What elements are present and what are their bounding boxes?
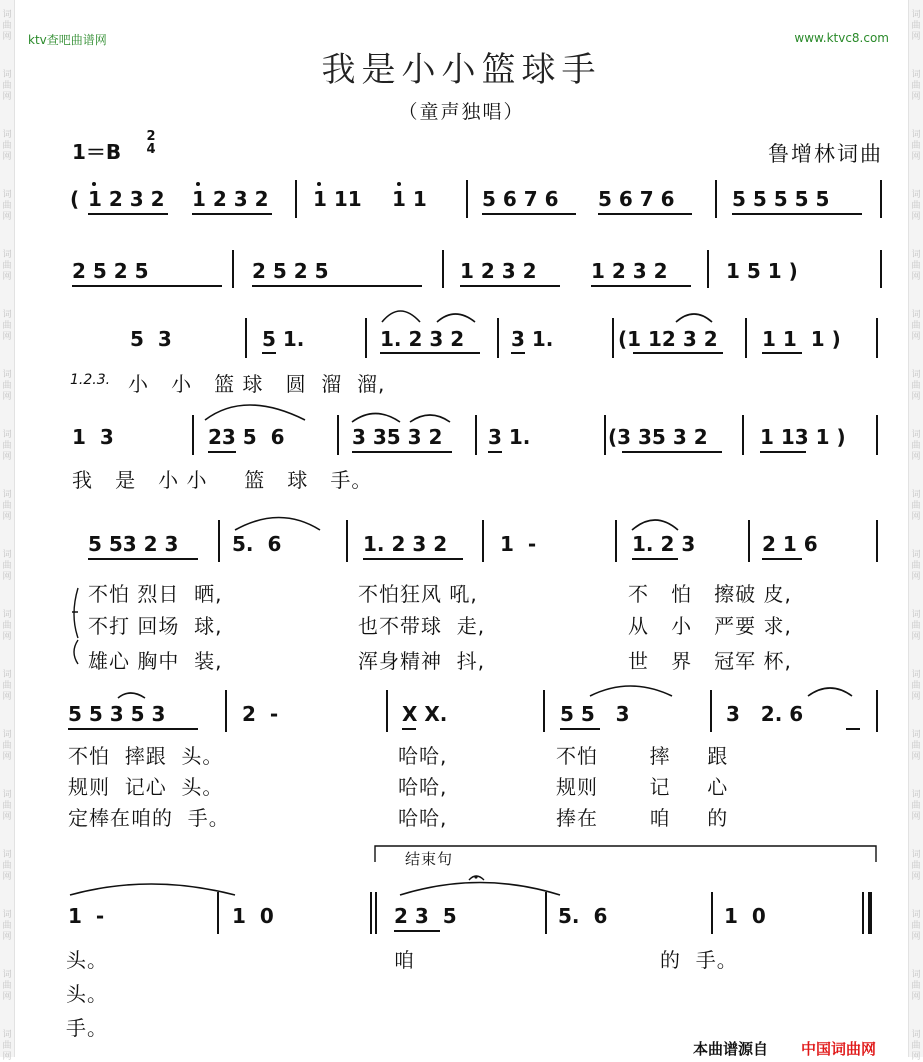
side-watermark-glyph: 词 — [911, 910, 921, 920]
side-watermark-glyph: 网 — [911, 812, 921, 822]
side-watermark-glyph: 曲 — [2, 561, 12, 571]
side-watermark-glyph: 网 — [911, 392, 921, 402]
underline-beam — [633, 352, 723, 354]
side-watermark-glyph: 词 — [2, 490, 12, 500]
lyric-line: 不怕 烈日 晒, — [88, 582, 223, 606]
lyric-line: 规则 记 心 — [556, 775, 729, 799]
note-group: 5. 6 — [232, 532, 282, 556]
side-watermark-glyph: 网 — [911, 1052, 921, 1062]
note-group: 1 2 3 2 — [192, 187, 269, 211]
bar-line — [545, 892, 547, 934]
note-group: 3 1. — [488, 425, 531, 449]
side-watermark-glyph: 网 — [2, 92, 12, 102]
side-watermark-glyph: 网 — [911, 152, 921, 162]
side-watermark-glyph: 词 — [2, 610, 12, 620]
bar-line — [711, 892, 713, 934]
side-watermark-glyph: 曲 — [911, 921, 921, 931]
bar-line — [192, 415, 194, 455]
underline-beam — [402, 728, 416, 730]
bar-line — [876, 690, 878, 732]
note-group: ( — [70, 187, 80, 211]
note-group: 5 1. — [262, 327, 305, 351]
side-watermark-glyph: 曲 — [2, 741, 12, 751]
key-signature: 1＝B — [72, 140, 122, 164]
note-group: 5 6 7 6 — [482, 187, 559, 211]
side-watermark-glyph: 曲 — [2, 1041, 12, 1051]
note-group: 1 1 — [392, 187, 427, 211]
note-group: 1. 2 3 — [632, 532, 696, 556]
side-watermark-glyph: 词 — [2, 1030, 12, 1040]
side-watermark-glyph: 网 — [2, 392, 12, 402]
side-watermark-glyph: 曲 — [2, 921, 12, 931]
repeat-bar-thin — [375, 892, 377, 934]
note-group: 1 2 3 2 — [591, 259, 668, 283]
lyric-line: 捧在 咱 的 — [556, 806, 729, 830]
bar-line — [346, 520, 348, 562]
underline-beam — [622, 451, 722, 453]
side-watermark-glyph: 网 — [911, 32, 921, 42]
bar-line — [615, 520, 617, 562]
side-watermark-glyph: 词 — [911, 730, 921, 740]
lyric-line: 不打 回场 球, — [88, 614, 223, 638]
bar-line — [748, 520, 750, 562]
side-watermark-glyph: 网 — [2, 632, 12, 642]
note-group: 2 - — [242, 702, 279, 726]
side-watermark-glyph: 曲 — [911, 381, 921, 391]
note-group: 2 1 6 — [762, 532, 818, 556]
side-watermark-glyph: 网 — [911, 572, 921, 582]
underline-beam — [632, 558, 678, 560]
side-watermark-glyph: 词 — [911, 970, 921, 980]
lyric-line: 咱 — [394, 948, 415, 972]
site-link-left[interactable]: ktv查吧曲谱网 — [28, 33, 107, 47]
lyric-line: 哈哈, — [398, 775, 448, 799]
bar-line — [604, 415, 606, 455]
lyric-line: 不 怕 擦破 皮, — [628, 582, 792, 606]
side-watermark-glyph: 词 — [2, 70, 12, 80]
bar-line — [742, 415, 744, 455]
verse-numbers: 1.2.3. — [70, 372, 111, 388]
note-group: 1 0 — [232, 904, 274, 928]
lyric-line: 不怕 摔跟 头。 — [68, 744, 224, 768]
bar-line — [386, 690, 388, 732]
note-group: X X. — [402, 702, 448, 726]
underline-beam — [68, 728, 198, 730]
side-watermark-glyph: 词 — [911, 490, 921, 500]
side-watermark-glyph: 词 — [2, 310, 12, 320]
side-watermark-glyph: 词 — [2, 430, 12, 440]
side-watermark-glyph: 曲 — [2, 381, 12, 391]
side-watermark-glyph: 曲 — [911, 681, 921, 691]
note-group: 5 6 7 6 — [598, 187, 675, 211]
note-group: 5 5 5 5 5 — [732, 187, 830, 211]
time-signature-top: 2 — [146, 129, 156, 144]
note-group: 3 35 3 2 — [352, 425, 443, 449]
side-watermark-glyph: 网 — [2, 752, 12, 762]
bar-line — [225, 690, 227, 732]
lyric-line: 我 是 小 小 篮 球 手。 — [72, 468, 373, 492]
side-watermark-glyph: 曲 — [911, 441, 921, 451]
lyric-line: 浑身精神 抖, — [358, 649, 486, 673]
side-watermark-glyph: 网 — [911, 452, 921, 462]
side-watermark-glyph: 曲 — [911, 81, 921, 91]
side-watermark-glyph: 网 — [911, 212, 921, 222]
side-watermark-glyph: 词 — [2, 790, 12, 800]
side-watermark-glyph: 词 — [911, 550, 921, 560]
side-watermark-glyph: 曲 — [911, 201, 921, 211]
side-watermark-glyph: 词 — [2, 250, 12, 260]
side-watermark-glyph: 曲 — [2, 261, 12, 271]
note-group: 3 1. — [511, 327, 554, 351]
song-subtitle: （童声独唱） — [398, 101, 525, 123]
note-group: 1. 2 3 2 — [363, 532, 448, 556]
note-group: 1 3 — [72, 425, 114, 449]
side-watermark-glyph: 曲 — [911, 21, 921, 31]
side-watermark-glyph: 词 — [911, 790, 921, 800]
side-watermark-glyph: 曲 — [911, 1041, 921, 1051]
source-site-link[interactable]: 中国词曲网 — [801, 1040, 877, 1058]
underline-beam — [846, 728, 860, 730]
composer-credit: 鲁增林词曲 — [768, 142, 883, 166]
lyric-line: 雄心 胸中 装, — [88, 649, 223, 673]
side-watermark-glyph: 网 — [911, 752, 921, 762]
side-watermark-glyph: 词 — [911, 430, 921, 440]
side-watermark-glyph: 网 — [911, 992, 921, 1002]
side-watermark-glyph: 曲 — [2, 861, 12, 871]
side-watermark-glyph: 曲 — [2, 201, 12, 211]
side-watermark-glyph: 词 — [911, 670, 921, 680]
lyric-line: 也不带球 走, — [358, 614, 486, 638]
underline-beam — [380, 352, 480, 354]
bar-line — [337, 415, 339, 455]
side-watermark-glyph: 网 — [911, 512, 921, 522]
note-group: 1 - — [500, 532, 537, 556]
side-watermark-glyph: 词 — [911, 1030, 921, 1040]
side-watermark-glyph: 词 — [2, 730, 12, 740]
side-watermark-glyph: 曲 — [911, 741, 921, 751]
side-watermark-glyph: 词 — [2, 670, 12, 680]
lyric-line: 定棒在咱的 手。 — [68, 806, 230, 830]
side-watermark-glyph: 曲 — [2, 501, 12, 511]
side-watermark-glyph: 词 — [2, 850, 12, 860]
side-watermark-glyph: 曲 — [911, 621, 921, 631]
site-link-right[interactable]: www.ktvc8.com — [794, 31, 889, 45]
side-watermark-glyph: 词 — [911, 250, 921, 260]
side-watermark-glyph: 词 — [2, 370, 12, 380]
side-watermark-glyph: 网 — [911, 272, 921, 282]
side-watermark-glyph: 网 — [911, 872, 921, 882]
side-watermark-glyph: 曲 — [2, 981, 12, 991]
side-watermark-glyph: 曲 — [2, 141, 12, 151]
lyric-line: 手。 — [66, 1016, 108, 1040]
note-group: 1 2 3 2 — [88, 187, 165, 211]
lyric-line: 的 手。 — [660, 948, 738, 972]
repeat-bar — [370, 892, 372, 934]
underline-beam — [262, 352, 276, 354]
lyric-line: 从 小 严要 求, — [628, 614, 792, 638]
side-watermark-glyph: 曲 — [911, 861, 921, 871]
side-watermark-glyph: 词 — [2, 550, 12, 560]
bar-line — [475, 415, 477, 455]
side-watermark-glyph: 词 — [911, 190, 921, 200]
side-watermark-glyph: 曲 — [2, 81, 12, 91]
note-group: 1 5 1 ) — [726, 259, 798, 283]
side-watermark-glyph: 网 — [2, 992, 12, 1002]
side-watermark-glyph: 曲 — [2, 441, 12, 451]
side-watermark-glyph: 网 — [2, 692, 12, 702]
lyric-line: 不怕 摔 跟 — [556, 744, 729, 768]
song-title: 我是小小篮球手 — [321, 50, 602, 90]
side-watermark-glyph: 曲 — [2, 621, 12, 631]
lyric-line: 不怕狂风 吼, — [358, 582, 478, 606]
side-watermark-glyph: 网 — [2, 272, 12, 282]
lyric-line: 哈哈, — [398, 806, 448, 830]
side-watermark-glyph: 曲 — [911, 801, 921, 811]
bar-line — [217, 892, 219, 934]
time-signature-bottom: 4 — [146, 142, 156, 157]
side-watermark-glyph: 词 — [911, 70, 921, 80]
bar-line — [482, 520, 484, 562]
side-watermark-glyph: 网 — [2, 212, 12, 222]
note-group: 1 11 — [313, 187, 362, 211]
note-group: 1 13 1 ) — [760, 425, 846, 449]
side-watermark-glyph: 词 — [911, 850, 921, 860]
side-watermark-glyph: 词 — [911, 610, 921, 620]
bar-line — [876, 520, 878, 562]
side-watermark-glyph: 曲 — [911, 981, 921, 991]
side-watermark-glyph: 曲 — [911, 321, 921, 331]
lyric-line: 头。 — [66, 948, 108, 972]
source-label: 本曲谱源自 — [693, 1040, 769, 1058]
side-watermark-glyph: 网 — [2, 452, 12, 462]
side-watermark-glyph: 网 — [2, 32, 12, 42]
bar-line — [876, 415, 878, 455]
underline-beam — [488, 451, 502, 453]
side-watermark-glyph: 网 — [911, 332, 921, 342]
side-watermark-glyph: 词 — [911, 310, 921, 320]
note-group: 1 2 3 2 — [460, 259, 537, 283]
side-watermark-glyph: 词 — [911, 370, 921, 380]
bar-line — [543, 690, 545, 732]
underline-beam — [363, 558, 463, 560]
ending-label: 结束句 — [405, 850, 454, 868]
side-watermark-glyph: 词 — [2, 190, 12, 200]
side-watermark-glyph: 网 — [2, 572, 12, 582]
note-group: 2 3 5 — [394, 904, 457, 928]
note-group: 2 5 2 5 — [252, 259, 329, 283]
side-watermark-glyph: 曲 — [2, 801, 12, 811]
side-watermark-glyph: 曲 — [911, 561, 921, 571]
lyric-line: 哈哈, — [398, 744, 448, 768]
final-bar-thin — [862, 892, 864, 934]
note-group: 1 1 1 ) — [762, 327, 841, 351]
underline-beam — [88, 558, 198, 560]
lyric-line: 小 小 篮 球 圆 溜 溜, — [128, 372, 386, 396]
side-watermark-glyph: 曲 — [911, 261, 921, 271]
side-watermark-glyph: 网 — [2, 932, 12, 942]
underline-beam — [511, 352, 525, 354]
lyric-line: 规则 记心 头。 — [68, 775, 224, 799]
side-watermark-glyph: 曲 — [2, 21, 12, 31]
side-watermark-glyph: 网 — [2, 872, 12, 882]
note-group: (1 12 3 2 — [618, 327, 718, 351]
side-watermark-glyph: 曲 — [2, 321, 12, 331]
note-group: 5 5 3 5 3 — [68, 702, 166, 726]
underline-beam — [208, 451, 236, 453]
side-watermark-glyph: 网 — [2, 512, 12, 522]
note-group: 5 53 2 3 — [88, 532, 179, 556]
note-group: 1 - — [68, 904, 105, 928]
side-watermark-glyph: 词 — [2, 970, 12, 980]
note-group: 1 0 — [724, 904, 766, 928]
bar-line — [218, 520, 220, 562]
lyric-line: 世 界 冠军 杯, — [628, 649, 792, 673]
note-group: 2 5 2 5 — [72, 259, 149, 283]
side-watermark-glyph: 网 — [911, 92, 921, 102]
side-watermark-glyph: 词 — [2, 910, 12, 920]
underline-beam — [762, 558, 802, 560]
side-watermark-glyph: 词 — [2, 10, 12, 20]
side-watermark-glyph: 词 — [2, 130, 12, 140]
note-group: 3 2. 6 — [726, 702, 804, 726]
underline-beam — [560, 728, 600, 730]
note-group: 23 5 6 — [208, 425, 285, 449]
note-group: 1. 2 3 2 — [380, 327, 465, 351]
underline-beam — [352, 451, 452, 453]
note-group: 5 5 3 — [560, 702, 630, 726]
note-group: 5 3 — [130, 327, 172, 351]
side-watermark-glyph: 网 — [2, 812, 12, 822]
side-watermark-glyph: 网 — [911, 692, 921, 702]
side-watermark-glyph: 网 — [911, 932, 921, 942]
note-group: (3 35 3 2 — [608, 425, 708, 449]
underline-beam — [760, 451, 806, 453]
bar-line — [710, 690, 712, 732]
note-group: 5. 6 — [558, 904, 608, 928]
side-watermark-glyph: 词 — [911, 130, 921, 140]
lyric-line: 头。 — [66, 982, 108, 1006]
side-watermark-glyph: 曲 — [911, 501, 921, 511]
side-watermark-glyph: 词 — [911, 10, 921, 20]
underline-beam — [762, 352, 802, 354]
side-watermark-glyph: 曲 — [911, 141, 921, 151]
side-watermark-glyph: 网 — [2, 152, 12, 162]
side-watermark-glyph: 网 — [2, 332, 12, 342]
underline-beam — [394, 930, 440, 932]
side-watermark-glyph: 网 — [2, 1052, 12, 1062]
side-watermark-glyph: 曲 — [2, 681, 12, 691]
final-bar-thick — [868, 892, 872, 934]
side-watermark-glyph: 网 — [911, 632, 921, 642]
